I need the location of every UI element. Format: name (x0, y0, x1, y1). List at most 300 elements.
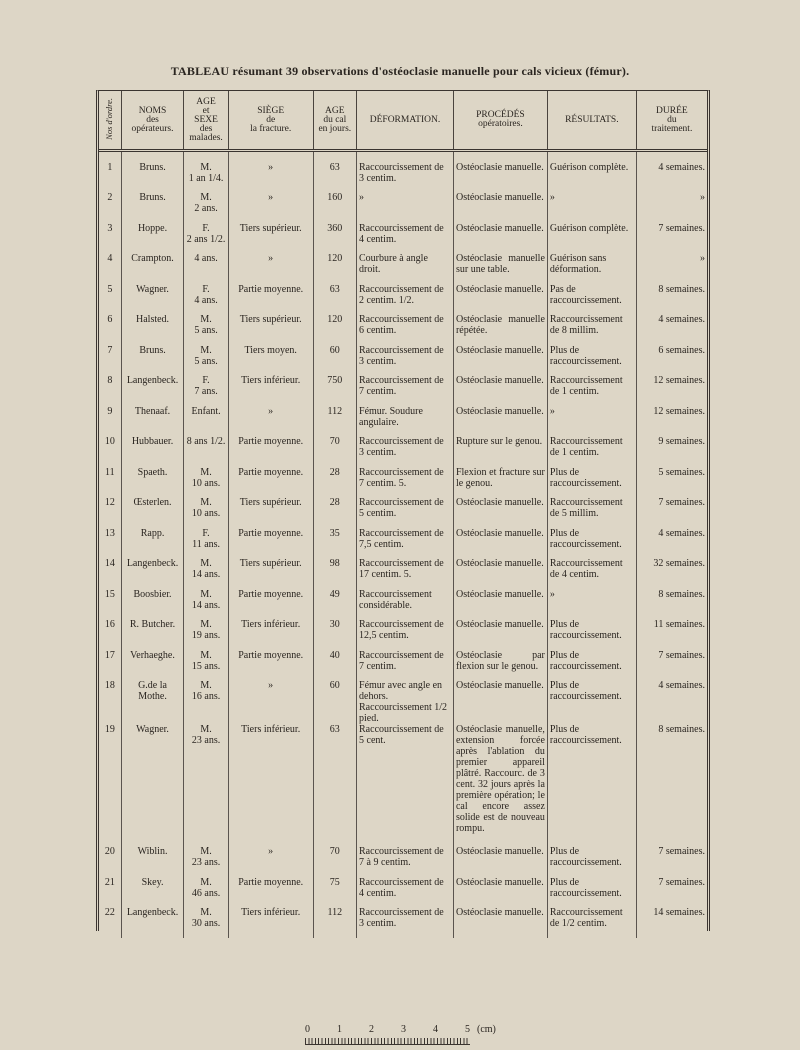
cell-age-sex-line: M. (200, 680, 212, 691)
cell-deformation: Raccourcissement de 4 centim. (357, 877, 454, 908)
cell-result: Raccourcissement de 1 centim. (547, 375, 636, 406)
cell-fracture-site: » (228, 151, 313, 193)
cell-order-number: 12 (99, 497, 121, 528)
cell-order-number: 16 (99, 619, 121, 650)
cell-procedure: Ostéoclasie manuelle. (453, 223, 547, 254)
cell-result: Guérison sans déformation. (547, 253, 636, 284)
cell-age-sex-line: M. (200, 162, 212, 173)
cell-age-sex-line: M. (200, 907, 212, 918)
cell-fracture-site: » (228, 192, 313, 223)
cell-result: Raccourcissement de 4 centim. (547, 558, 636, 589)
cell-deformation: Raccourcissement de 7 centim. (357, 650, 454, 681)
cell-age-sex (184, 151, 228, 193)
cell-fracture-site: Partie moyenne. (228, 467, 313, 498)
table-row (99, 877, 707, 908)
cell-fracture-site: Partie moyenne. (228, 650, 313, 681)
table-row (99, 680, 707, 724)
header-fracture-site-line: SIÈGE (257, 105, 285, 116)
cell-result: Guérison complète. (547, 223, 636, 254)
header-results: RÉSULTATS. (547, 91, 636, 151)
ruler-tick-label: 5 (465, 1024, 470, 1035)
cell-fracture-site: Partie moyenne. (228, 284, 313, 315)
cell-callus-age: 98 (313, 558, 356, 589)
cell-result: Plus de raccourcissement. (547, 528, 636, 559)
header-procedures-line: opératoires. (478, 119, 523, 129)
cell-operator: Crampton. (121, 253, 184, 284)
cell-deformation: Raccourcissement de 7 centim. 5. (357, 467, 454, 498)
cell-age-sex-line: M. (200, 344, 212, 356)
cell-procedure: Rupture sur le genou. (453, 436, 547, 467)
cell-operator: Langenbeck. (121, 907, 184, 938)
cell-age-sex (184, 589, 228, 620)
cell-duration: 4 semaines. (658, 162, 705, 173)
cell-operator: Verhaeghe. (121, 650, 184, 681)
cell-age-sex-line: 8 ans 1/2. (186, 436, 226, 447)
cell-result: » (547, 406, 636, 437)
ruler-tick-label: 0 (305, 1024, 310, 1035)
table-row (99, 151, 707, 193)
cell-age-sex-line: M. (200, 588, 212, 600)
table-row (99, 345, 707, 376)
ruler-tick-label: 1 (337, 1024, 342, 1035)
cell-age-sex (184, 345, 228, 376)
cell-order-number: 10 (99, 436, 121, 467)
table-row (99, 497, 707, 528)
cell-fracture-site: » (228, 406, 313, 437)
cell-callus-age: 40 (313, 650, 356, 681)
cell-callus-age: 35 (313, 528, 356, 559)
cell-operator: Wagner. (121, 284, 184, 315)
header-callus-age-line: AGE (325, 105, 345, 116)
ruler-bar (305, 1038, 470, 1045)
cell-fracture-site: » (228, 680, 313, 724)
cell-age-sex (184, 223, 228, 254)
cell-order-number: 17 (99, 650, 121, 681)
cell-order-number: 21 (99, 877, 121, 908)
cell-procedure: Ostéoclasie manuelle répétée. (453, 314, 547, 345)
cell-callus-age: 112 (313, 907, 356, 938)
cell-age-sex (184, 724, 228, 846)
header-fracture-site (228, 91, 313, 151)
cell-duration: 4 semaines. (658, 527, 705, 539)
header-duration-line: traitement. (651, 123, 693, 134)
cell-result: Raccourcissement de 8 millim. (547, 314, 636, 345)
cell-fracture-site: Tiers supérieur. (228, 558, 313, 589)
cell-procedure: Ostéoclasie manuelle. (453, 907, 547, 938)
cell-age-sex (184, 877, 228, 908)
header-operators-line: des (146, 114, 159, 125)
header-callus-age-line: en jours. (318, 123, 352, 134)
cell-fracture-site: Partie moyenne. (228, 877, 313, 908)
table-row (99, 589, 707, 620)
cell-age-sex-line: M. (200, 649, 212, 661)
cell-age-sex (184, 436, 228, 467)
cell-deformation: Raccourcissement de 6 centim. (357, 314, 454, 345)
cell-duration: 4 semaines. (658, 680, 705, 691)
cell-age-sex-line: 11 ans. (192, 538, 221, 550)
cell-age-sex-line: Enfant. (191, 405, 221, 417)
cell-procedure: Ostéoclasie manuelle. (453, 406, 547, 437)
ruler-unit: (cm) (477, 1024, 496, 1035)
observations-table (99, 91, 707, 938)
header-fracture-site-line: de (266, 114, 276, 125)
cell-duration: 7 semaines. (658, 876, 705, 888)
cell-duration: 9 semaines. (658, 436, 705, 447)
header-duration-line: du (667, 114, 677, 125)
table-row (99, 284, 707, 315)
header-callus-age-line: du cal (323, 114, 347, 125)
cell-order-number: 22 (99, 907, 121, 938)
cell-order-number: 13 (99, 528, 121, 559)
cell-fracture-site: » (228, 846, 313, 877)
cell-deformation: Raccourcissement de 2 centim. 1/2. (357, 284, 454, 315)
cell-duration: 8 semaines. (658, 588, 705, 600)
cell-fracture-site: Partie moyenne. (228, 528, 313, 559)
table-row (99, 192, 707, 223)
cell-age-sex (184, 375, 228, 406)
ruler-labels (305, 1024, 495, 1036)
cell-age-sex (184, 619, 228, 650)
cell-result: Plus de raccourcissement. (547, 345, 636, 376)
cell-duration: 14 semaines. (653, 907, 705, 918)
cell-fracture-site: Tiers supérieur. (228, 497, 313, 528)
cell-age-sex-line: 4 ans. (194, 253, 218, 264)
cell-operator: Rapp. (121, 528, 184, 559)
cell-procedure: Ostéoclasie manuelle sur une table. (453, 253, 547, 284)
cell-order-number: 9 (99, 406, 121, 437)
cell-procedure: Ostéoclasie manuelle. (453, 619, 547, 650)
cell-age-sex-line: M. (200, 876, 212, 888)
cell-fracture-site: Partie moyenne. (228, 589, 313, 620)
cell-order-number: 14 (99, 558, 121, 589)
cell-age-sex (184, 497, 228, 528)
cell-duration: 11 semaines. (653, 619, 705, 630)
cell-result: Plus de raccourcissement. (547, 619, 636, 650)
table-row (99, 314, 707, 345)
observations-table-container (96, 90, 710, 931)
cell-callus-age: 70 (313, 436, 356, 467)
cell-procedure: Ostéoclasie manuelle. (453, 528, 547, 559)
cell-age-sex-line: M. (200, 558, 212, 569)
cell-callus-age: 60 (313, 345, 356, 376)
header-operators (121, 91, 184, 151)
cell-fracture-site: Tiers inférieur. (228, 619, 313, 650)
cell-fracture-site: » (228, 253, 313, 284)
table-row (99, 528, 707, 559)
header-fracture-site-line: la fracture. (250, 123, 292, 134)
cell-duration: 8 semaines. (658, 724, 705, 735)
cell-deformation: Raccourcissement de 7,5 centim. (357, 528, 454, 559)
table-row (99, 619, 707, 650)
header-callus-age (313, 91, 356, 151)
cell-age-sex-line: M. (200, 724, 212, 735)
cell-age-sex (184, 467, 228, 498)
cell-deformation: Raccourcissement de 3 centim. (357, 436, 454, 467)
cell-duration: 7 semaines. (658, 846, 705, 857)
cell-callus-age: 120 (313, 253, 356, 284)
cell-age-sex-line: 14 ans. (191, 569, 221, 580)
cell-result: Raccourcissement de 5 millim. (547, 497, 636, 528)
cell-callus-age: 750 (313, 375, 356, 406)
cell-callus-age: 75 (313, 877, 356, 908)
cell-order-number: 1 (99, 151, 121, 193)
cell-order-number: 20 (99, 846, 121, 877)
cell-order-number: 19 (99, 724, 121, 846)
cell-age-sex-line: 5 ans. (194, 355, 218, 367)
page-title: TABLEAU résumant 39 observations d'ostéoclasie manuelle pour cals vicieux (fémur). (170, 64, 630, 78)
cell-operator: Hoppe. (121, 223, 184, 254)
cell-operator: Bruns. (121, 345, 184, 376)
cell-deformation: Courbure à angle droit. (357, 253, 454, 284)
cell-duration: 6 semaines. (658, 344, 705, 356)
cell-callus-age: 30 (313, 619, 356, 650)
cell-order-number: 8 (99, 375, 121, 406)
cell-age-sex-line: F. (202, 527, 210, 539)
cell-duration: 12 semaines. (653, 375, 705, 386)
cell-age-sex-line: 15 ans. (191, 660, 221, 672)
cell-age-sex-line: 14 ans. (191, 599, 221, 611)
table-row (99, 406, 707, 437)
table-row (99, 436, 707, 467)
cell-order-number: 4 (99, 253, 121, 284)
cell-age-sex (184, 558, 228, 589)
cell-operator: G.de la Mothe. (121, 680, 184, 724)
cell-result: Plus de raccourcissement. (547, 680, 636, 724)
cell-duration: » (700, 253, 705, 264)
cell-callus-age: 70 (313, 846, 356, 877)
cell-operator: Halsted. (121, 314, 184, 345)
cell-operator: Skey. (121, 877, 184, 908)
table-row (99, 253, 707, 284)
cell-fracture-site: Tiers inférieur. (228, 724, 313, 846)
cell-callus-age: 28 (313, 497, 356, 528)
table-row (99, 467, 707, 498)
cell-age-sex-line: F. (202, 375, 210, 386)
cell-operator: Hubbauer. (121, 436, 184, 467)
cell-age-sex-line: M. (200, 466, 212, 478)
cell-age-sex (184, 528, 228, 559)
cell-procedure: Ostéoclasie manuelle. (453, 680, 547, 724)
cell-callus-age: 112 (313, 406, 356, 437)
cell-age-sex-line: M. (200, 619, 212, 630)
cell-procedure: Ostéoclasie manuelle. (453, 589, 547, 620)
cell-duration: 4 semaines. (658, 314, 705, 325)
header-age-sex-line: AGE (196, 96, 216, 107)
table-row (99, 558, 707, 589)
cell-age-sex-line: 5 ans. (194, 325, 218, 336)
table-row (99, 650, 707, 681)
cell-order-number: 11 (99, 467, 121, 498)
cell-age-sex (184, 907, 228, 938)
cell-result: » (547, 192, 636, 223)
cell-age-sex (184, 406, 228, 437)
cell-age-sex-line: F. (202, 283, 210, 295)
header-order-number (99, 91, 121, 151)
cell-operator: Bruns. (121, 151, 184, 193)
cell-age-sex-line: 4 ans. (194, 294, 218, 306)
cell-age-sex-line: M. (200, 192, 212, 203)
cell-result: Raccourcissement de 1 centim. (547, 436, 636, 467)
cell-operator: R. Butcher. (121, 619, 184, 650)
cell-result: Plus de raccourcissement. (547, 724, 636, 846)
cell-age-sex-line: F. (202, 222, 210, 234)
table-row (99, 907, 707, 938)
cell-duration: 5 semaines. (658, 466, 705, 478)
header-duration-line: DURÉE (656, 105, 688, 116)
ruler-tick-label: 2 (369, 1024, 374, 1035)
cell-callus-age: 49 (313, 589, 356, 620)
header-duration (636, 91, 707, 151)
ruler-tick-label: 3 (401, 1024, 406, 1035)
cell-age-sex-line: 16 ans. (191, 691, 221, 702)
table-body (99, 151, 707, 938)
cell-duration: 7 semaines. (658, 222, 705, 234)
cell-operator: Thenaaf. (121, 406, 184, 437)
cell-order-number: 3 (99, 223, 121, 254)
cell-age-sex (184, 314, 228, 345)
cell-result: Plus de raccourcissement. (547, 877, 636, 908)
header-age-sex-line: et (202, 105, 210, 116)
header-operators-line: NOMS (138, 105, 167, 116)
header-operators-line: opérateurs. (131, 123, 174, 134)
cell-age-sex (184, 192, 228, 223)
cell-age-sex (184, 650, 228, 681)
cell-result: Plus de raccourcissement. (547, 650, 636, 681)
cell-deformation: Fémur. Soudure angulaire. (357, 406, 454, 437)
cell-age-sex (184, 253, 228, 284)
header-row (99, 91, 707, 151)
header-age-sex-line: SEXE (194, 114, 218, 125)
cell-age-sex-line: 10 ans. (191, 477, 221, 489)
cell-callus-age: 60 (313, 680, 356, 724)
cell-age-sex-line: 23 ans. (191, 735, 221, 746)
cell-callus-age: 63 (313, 284, 356, 315)
cell-fracture-site: Tiers supérieur. (228, 314, 313, 345)
cell-order-number: 2 (99, 192, 121, 223)
cell-order-number: 6 (99, 314, 121, 345)
cell-deformation: Raccourcissement de 4 centim. (357, 223, 454, 254)
cell-result: Raccourcissement de 1/2 centim. (547, 907, 636, 938)
header-procedures (453, 91, 547, 151)
cell-deformation: Fémur avec angle en dehors. Raccourcissement 1/2 pied. (357, 680, 454, 724)
cell-procedure: Flexion et fracture sur le genou. (453, 467, 547, 498)
cell-operator: Langenbeck. (121, 558, 184, 589)
cell-operator: Boosbier. (121, 589, 184, 620)
cell-age-sex (184, 680, 228, 724)
cell-fracture-site: Partie moyenne. (228, 436, 313, 467)
header-age-sex-line: malades. (189, 132, 223, 143)
header-procedures-line: PROCÉDÉS (476, 110, 525, 120)
cell-age-sex-line: 2 ans 1/2. (186, 233, 226, 245)
table-row (99, 724, 707, 846)
cell-age-sex (184, 846, 228, 877)
cell-duration: 7 semaines. (658, 497, 705, 508)
cell-result: » (547, 589, 636, 620)
cell-operator: Spaeth. (121, 467, 184, 498)
cell-deformation: Raccourcissement considérable. (357, 589, 454, 620)
cell-fracture-site: Tiers supérieur. (228, 223, 313, 254)
cell-age-sex (184, 284, 228, 315)
cell-result: Pas de raccourcissement. (547, 284, 636, 315)
cell-age-sex-line: M. (200, 846, 212, 857)
cell-procedure: Ostéoclasie manuelle. (453, 846, 547, 877)
cell-age-sex-line: 30 ans. (191, 918, 221, 929)
cell-operator: Bruns. (121, 192, 184, 223)
cell-deformation: Raccourcissement de 5 centim. (357, 497, 454, 528)
header-age-sex-line: des (199, 123, 213, 134)
cell-operator: Langenbeck. (121, 375, 184, 406)
cell-procedure: Ostéoclasie manuelle. (453, 151, 547, 193)
header-order-number-text: Nos d'ordre. (104, 97, 115, 140)
header-age-sex (184, 91, 228, 151)
cell-deformation: Raccourcissement de 7 à 9 centim. (357, 846, 454, 877)
cell-fracture-site: Tiers moyen. (228, 345, 313, 376)
cell-callus-age: 360 (313, 223, 356, 254)
cell-age-sex-line: M. (200, 314, 212, 325)
cell-callus-age: 120 (313, 314, 356, 345)
cell-deformation: Raccourcissement de 3 centim. (357, 907, 454, 938)
ruler-tick-label: 4 (433, 1024, 438, 1035)
cell-procedure: Ostéoclasie manuelle. (453, 284, 547, 315)
cell-callus-age: 28 (313, 467, 356, 498)
cell-callus-age: 160 (313, 192, 356, 223)
scale-ruler (305, 1024, 495, 1046)
cell-deformation: Raccourcissement de 3 centim. (357, 345, 454, 376)
cell-operator: Wagner. (121, 724, 184, 846)
cell-procedure: Ostéoclasie manuelle. (453, 497, 547, 528)
cell-age-sex-line: 46 ans. (191, 887, 221, 899)
cell-callus-age: 63 (313, 724, 356, 846)
table-row (99, 223, 707, 254)
cell-procedure: Ostéoclasie manuelle, extension forcée après l'ablation du premier appareil plâtré. Raccourc. de 3 cent. 32 jours après la première opération; le cal encore assez solide est de nouveau rompu. (453, 724, 547, 846)
cell-age-sex-line: M. (200, 497, 212, 508)
cell-age-sex-line: 1 an 1/4. (188, 173, 224, 184)
cell-age-sex-line: 23 ans. (191, 857, 221, 868)
cell-age-sex-line: 7 ans. (194, 386, 218, 397)
cell-result: Plus de raccourcissement. (547, 467, 636, 498)
cell-duration: 12 semaines. (653, 405, 705, 417)
cell-fracture-site: Tiers inférieur. (228, 375, 313, 406)
cell-deformation: » (357, 192, 454, 223)
table-row (99, 846, 707, 877)
cell-procedure: Ostéoclasie manuelle. (453, 558, 547, 589)
cell-operator: Œsterlen. (121, 497, 184, 528)
cell-operator: Wiblin. (121, 846, 184, 877)
header-deformation: DÉFORMATION. (357, 91, 454, 151)
cell-duration: 8 semaines. (658, 283, 705, 295)
cell-deformation: Raccourcissement de 17 centim. 5. (357, 558, 454, 589)
cell-procedure: Ostéoclasie manuelle. (453, 345, 547, 376)
cell-order-number: 5 (99, 284, 121, 315)
cell-result: Guérison complète. (547, 151, 636, 193)
table-row (99, 375, 707, 406)
cell-deformation: Raccourcissement de 5 cent. (357, 724, 454, 846)
cell-duration: 7 semaines. (658, 649, 705, 661)
cell-callus-age: 63 (313, 151, 356, 193)
cell-order-number: 18 (99, 680, 121, 724)
cell-deformation: Raccourcissement de 7 centim. (357, 375, 454, 406)
cell-age-sex-line: 10 ans. (191, 508, 221, 519)
cell-order-number: 15 (99, 589, 121, 620)
cell-procedure: Ostéoclasie manuelle. (453, 192, 547, 223)
cell-deformation: Raccourcissement de 12,5 centim. (357, 619, 454, 650)
cell-age-sex-line: 19 ans. (191, 630, 221, 641)
cell-duration: » (700, 192, 705, 203)
cell-procedure: Ostéoclasie manuelle. (453, 375, 547, 406)
cell-deformation: Raccourcissement de 3 centim. (357, 151, 454, 193)
cell-result: Plus de raccourcissement. (547, 846, 636, 877)
cell-fracture-site: Tiers inférieur. (228, 907, 313, 938)
